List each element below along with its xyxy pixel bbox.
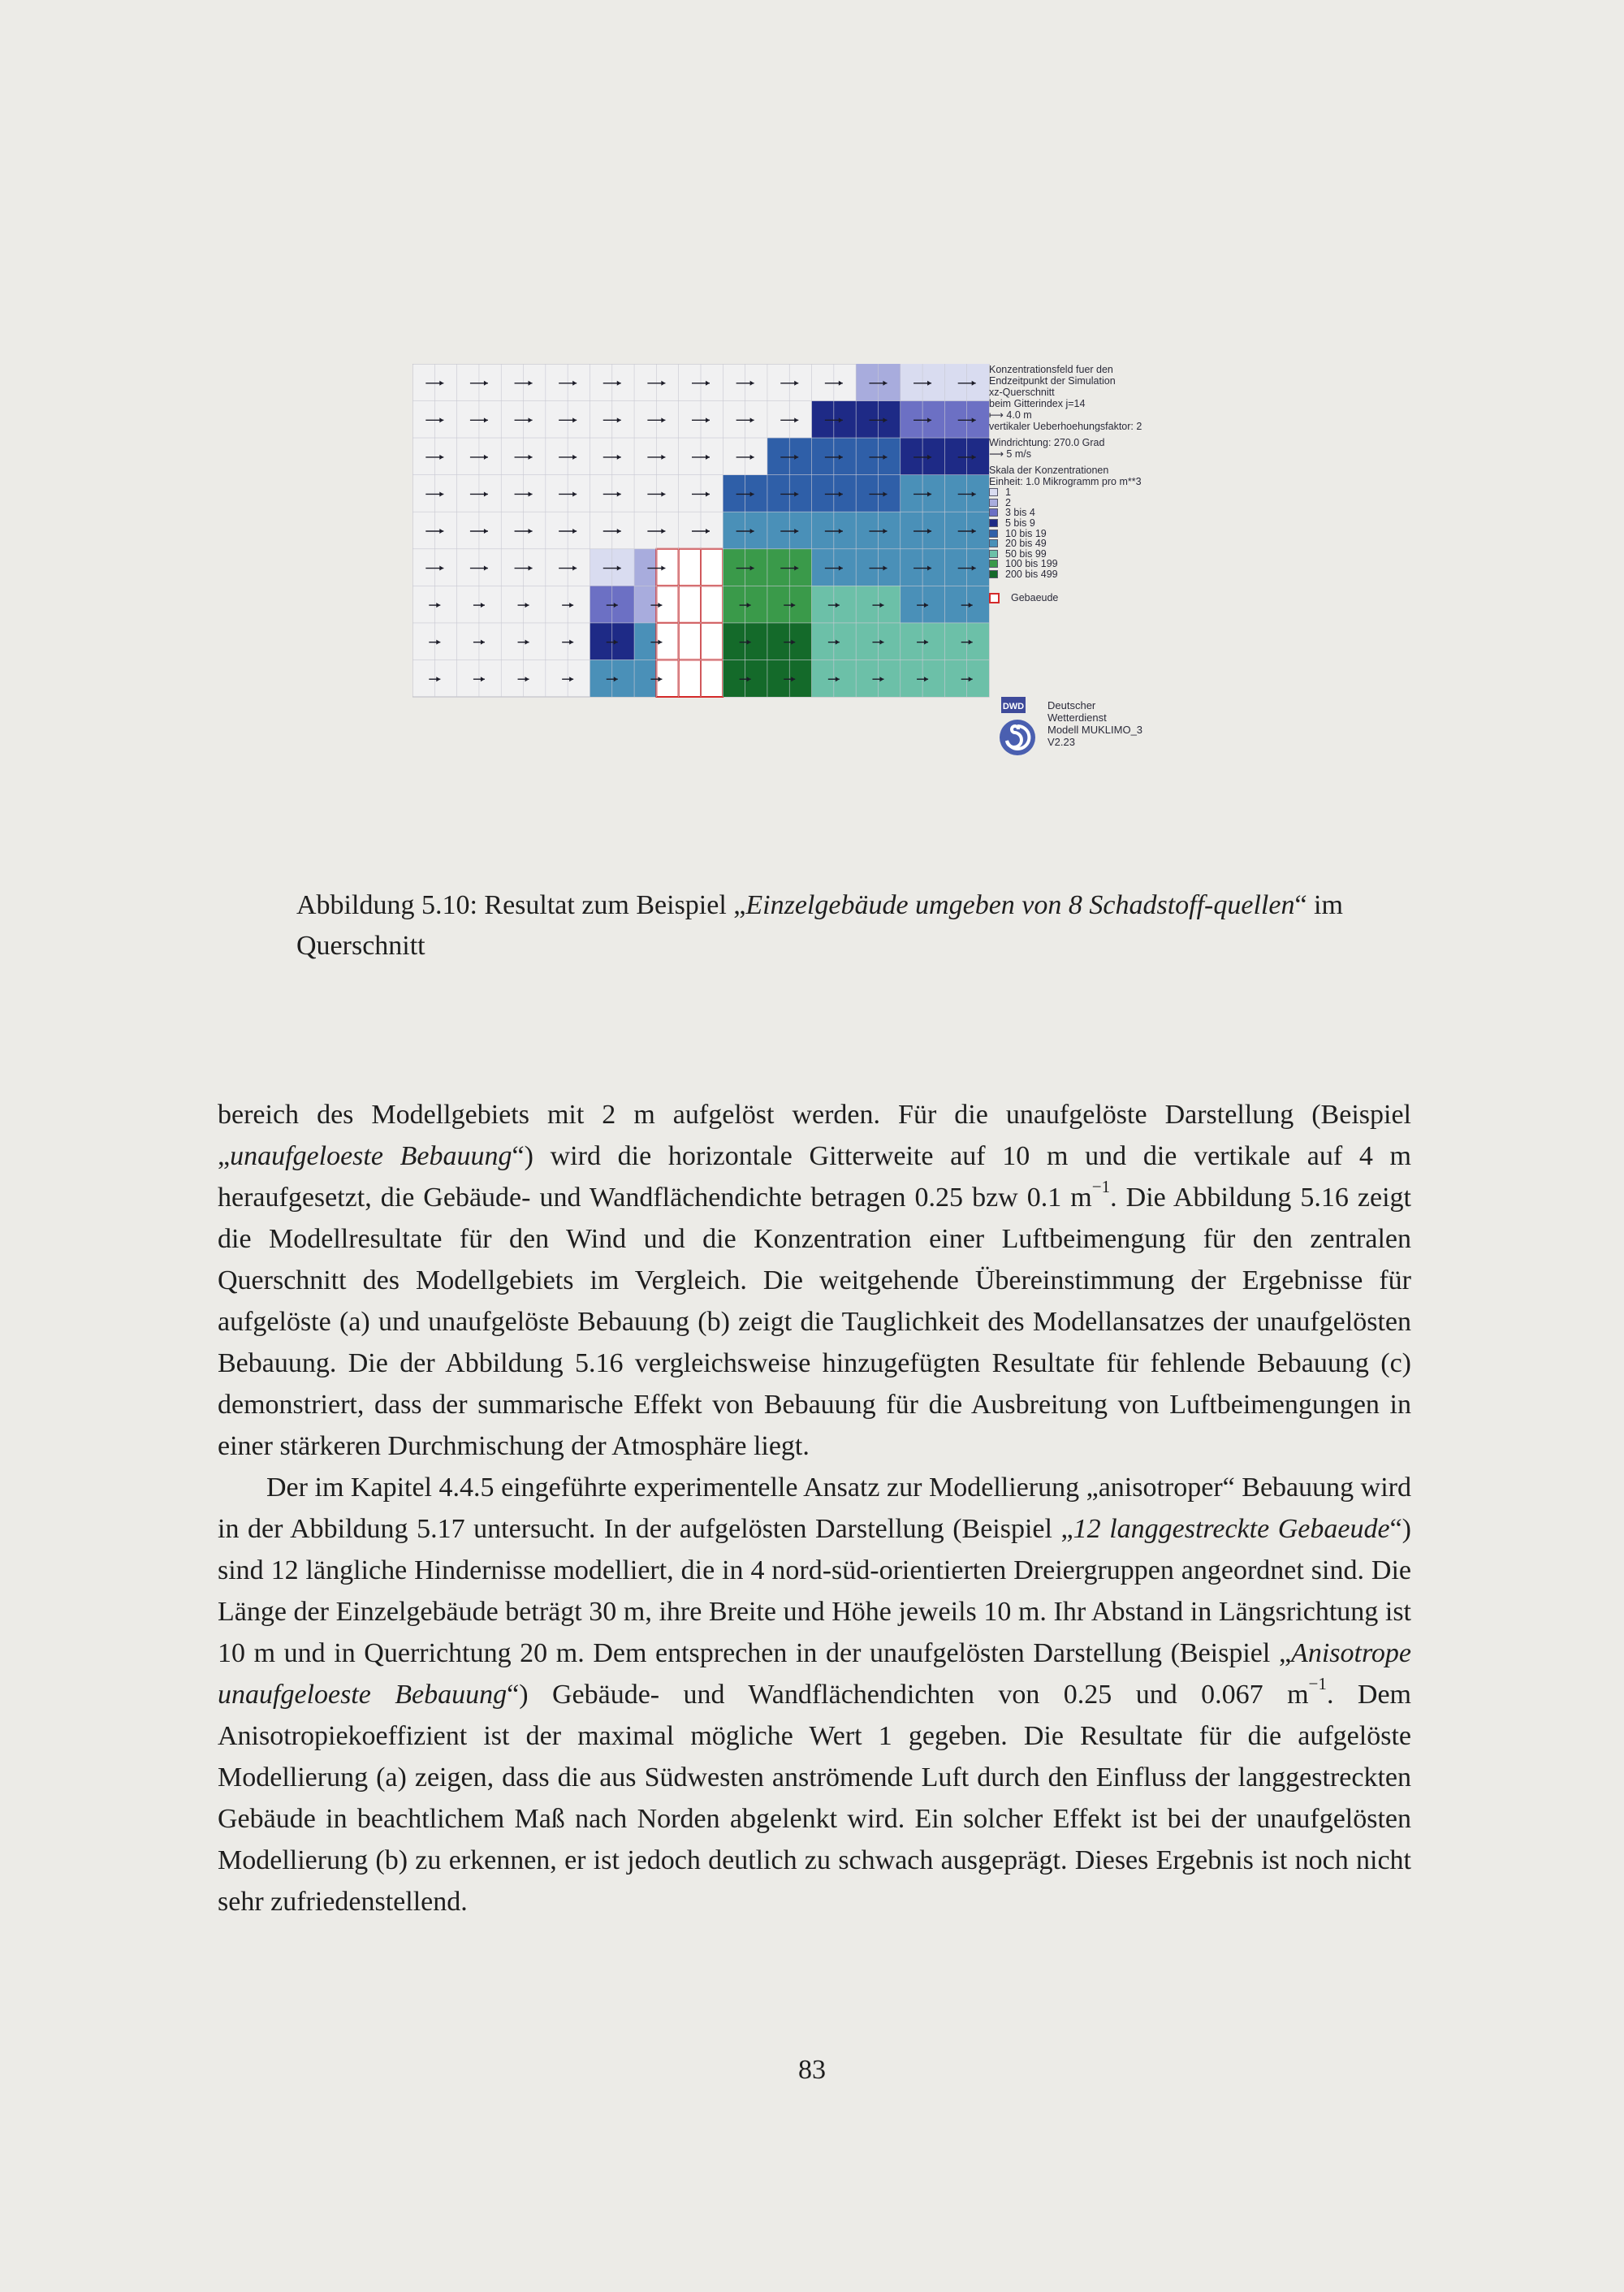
legend-title-2: Endzeitpunkt der Simulation xyxy=(989,375,1116,387)
concentration-cell xyxy=(590,586,611,623)
dwd-line-1: Deutscher xyxy=(1047,699,1096,711)
concentration-cell xyxy=(745,475,767,512)
concentration-cell xyxy=(856,401,878,439)
wind-arrow-icon: ⟶ xyxy=(989,448,1007,460)
concentration-cell xyxy=(634,549,656,586)
concentration-cell xyxy=(812,623,834,660)
concentration-cell xyxy=(922,512,944,549)
caption-prefix: Abbildung 5.10: Resultat zum Beispiel „ xyxy=(296,890,746,920)
scale-label: 1 xyxy=(1005,487,1011,499)
concentration-cell xyxy=(878,512,900,549)
concentration-cell xyxy=(590,659,611,697)
concentration-cell xyxy=(723,512,745,549)
concentration-cell xyxy=(723,475,745,512)
concentration-cell xyxy=(901,659,922,697)
concentration-cell xyxy=(878,438,900,475)
dwd-line-3: Modell MUKLIMO_3 xyxy=(1047,724,1143,736)
scale-swatch-icon xyxy=(989,519,998,527)
building-cell xyxy=(679,659,701,697)
concentration-cell xyxy=(967,475,989,512)
dwd-logo-icon xyxy=(996,695,1042,760)
concentration-cell xyxy=(878,364,900,401)
p2-text-1: Der im Kapitel 4.4.5 eingeführte experimentelle Ansatz zur Modellierung „anisotroper“ Bebauung wird in der Abbildung 5.17 untersucht. In der aufgelösten Darstellung (Beispiel „ xyxy=(218,1473,1411,1544)
page-number: 83 xyxy=(798,2055,826,2085)
concentration-field-plot xyxy=(412,364,997,698)
scale-label: 2 xyxy=(1005,496,1011,508)
building-cell xyxy=(701,549,723,586)
concentration-cell xyxy=(634,623,656,660)
legend-title-1: Konzentrationsfeld fuer den xyxy=(989,364,1113,375)
concentration-cell xyxy=(856,364,878,401)
dwd-credit xyxy=(996,695,1256,760)
concentration-cell xyxy=(723,549,745,586)
wind-speed: 5 m/s xyxy=(1006,448,1031,460)
legend-wind-direction: Windrichtung: 270.0 Grad xyxy=(989,437,1105,448)
concentration-cell xyxy=(812,475,834,512)
concentration-cell xyxy=(856,475,878,512)
concentration-cell xyxy=(812,586,834,623)
building-cell xyxy=(656,549,678,586)
p1-superscript: −1 xyxy=(1091,1177,1111,1197)
building-cell xyxy=(701,659,723,697)
concentration-cell xyxy=(812,659,834,697)
building-legend-item xyxy=(989,592,1249,603)
concentration-cell xyxy=(745,549,767,586)
scale-swatch-icon xyxy=(989,508,998,517)
concentration-cell xyxy=(878,475,900,512)
building-cell xyxy=(679,586,701,623)
concentration-cell xyxy=(944,438,966,475)
scale-item xyxy=(989,569,1249,580)
concentration-cell xyxy=(944,659,966,697)
p2-italic-2: Anisotrope unaufgeloeste Bebauung xyxy=(218,1638,1411,1710)
dwd-logo-mark: DWD xyxy=(1002,702,1025,711)
concentration-cell xyxy=(901,586,922,623)
concentration-cell xyxy=(812,549,834,586)
concentration-cell xyxy=(967,438,989,475)
p1-text-3: . Die Abbildung 5.16 zeigt die Modellresultate für den Wind und die Konzentration einer Luftbeimengung für den zentralen Querschnitt des Modellgebiets im Vergleich. Die weitgehende Übereinstimmung der Ergebnisse für aufgelöste (a) und unaufgelöste Bebauung (b) zeigt die Tauglichkeit des Modellansatzes der unaufgelösten Bebauung. Die der Abbildung 5.16 vergleichsweise hinzugefügten Resultate für fehlende Bebauung (c) demonstriert, dass der summarische Effekt von Bebauung für die Ausbreitung von Luftbeimengungen in einer stärkeren Durchmischung der Atmosphäre liegt. xyxy=(218,1183,1411,1461)
concentration-cell xyxy=(723,623,745,660)
concentration-cell xyxy=(944,475,966,512)
concentration-cell xyxy=(878,401,900,439)
concentration-cell xyxy=(612,549,634,586)
legend-unit: Einheit: 1.0 Mikrogramm pro m**3 xyxy=(989,476,1142,487)
concentration-cell xyxy=(590,549,611,586)
scale-label: 100 bis 199 xyxy=(1005,558,1058,570)
dwd-line-2: Wetterdienst xyxy=(1047,711,1107,724)
legend-title-3: xz-Querschnitt xyxy=(989,387,1055,398)
concentration-cell xyxy=(878,549,900,586)
p2-text-3: “) Gebäude- und Wandflächendichten von 0.25 und 0.067 m xyxy=(507,1680,1309,1710)
concentration-cell xyxy=(922,475,944,512)
building-cell xyxy=(679,549,701,586)
concentration-cell xyxy=(767,438,789,475)
legend-scale-title: Skala der Konzentrationen xyxy=(989,465,1109,476)
p1-text-1: bereich des Modellgebiets mit 2 m aufgelöst werden. Für die unaufgelöste Darstellung (Beispiel „ xyxy=(218,1100,1411,1171)
concentration-cell xyxy=(944,586,966,623)
concentration-cell xyxy=(745,512,767,549)
concentration-cell xyxy=(812,438,834,475)
scale-item xyxy=(989,498,1249,508)
concentration-cell xyxy=(944,549,966,586)
concentration-cell xyxy=(590,623,611,660)
scale-swatch-icon xyxy=(989,560,998,568)
dwd-line-4: V2.23 xyxy=(1047,736,1075,748)
concentration-cell xyxy=(834,401,856,439)
caption-title: Einzelgebäude umgeben von 8 Schadstoff-quellen xyxy=(745,890,1295,920)
caption-suffix: “ im Querschnitt xyxy=(296,890,1343,961)
scale-item xyxy=(989,528,1249,538)
concentration-cell xyxy=(789,512,811,549)
concentration-cell xyxy=(767,549,789,586)
concentration-cell xyxy=(834,549,856,586)
concentration-figure xyxy=(412,364,997,698)
scale-item xyxy=(989,559,1249,569)
concentration-cell xyxy=(723,659,745,697)
concentration-cell xyxy=(856,512,878,549)
p1-italic-1: unaufgeloeste Bebauung xyxy=(230,1141,512,1171)
scale-item xyxy=(989,538,1249,549)
concentration-cell xyxy=(901,623,922,660)
scale-item xyxy=(989,518,1249,529)
p1-text-2: “) wird die horizontale Gitterweite auf 10 m und die vertikale auf 4 m heraufgesetzt, die Gebäude- und Wandflächendichte betragen 0.25 bzw 0.1 m xyxy=(218,1141,1411,1213)
concentration-cell xyxy=(723,586,745,623)
scale-label: 3 bis 4 xyxy=(1005,507,1035,519)
scale-label: 200 bis 499 xyxy=(1005,569,1058,581)
concentration-cell xyxy=(901,364,922,401)
scale-swatch-icon xyxy=(989,539,998,547)
building-cell xyxy=(701,586,723,623)
p2-superscript: −1 xyxy=(1308,1674,1327,1694)
paragraph-2 xyxy=(218,1467,1411,1922)
scale-label: 20 bis 49 xyxy=(1005,538,1047,550)
scale-swatch-icon xyxy=(989,570,998,578)
concentration-cell xyxy=(901,401,922,439)
concentration-cell xyxy=(789,438,811,475)
legend-title-4: beim Gitterindex j=14 xyxy=(989,398,1086,409)
building-label: Gebaeude xyxy=(1011,592,1059,604)
concentration-cell xyxy=(901,512,922,549)
scale-swatch-icon xyxy=(989,488,998,496)
concentration-cell xyxy=(901,475,922,512)
scale-bar-icon: ⟼ xyxy=(989,409,1007,421)
scale-label: 5 bis 9 xyxy=(1005,517,1035,530)
scale-item xyxy=(989,549,1249,560)
figure-legend xyxy=(989,364,1249,603)
concentration-cell xyxy=(634,586,656,623)
concentration-cell xyxy=(856,586,878,623)
concentration-cell xyxy=(967,364,989,401)
concentration-cell xyxy=(944,512,966,549)
concentration-cell xyxy=(834,512,856,549)
concentration-cell xyxy=(856,549,878,586)
concentration-cell xyxy=(767,586,789,623)
scale-length-row xyxy=(989,409,1249,421)
concentration-cell xyxy=(967,401,989,439)
building-cell xyxy=(679,623,701,660)
p2-text-4: . Dem Anisotropiekoeffizient ist der maximal mögliche Wert 1 gegeben. Die Resultate für die aufgelöste Modellierung (a) zeigen, dass die aus Südwesten anströmende Luft durch den Einfluss der langgestreckten Gebäude in beachtlichem Maß nach Norden abgelenkt wird. Ein solcher Effekt ist bei der unaufgelösten Modellierung (b) zu erkennen, er ist jedoch deutlich zu schwach ausgeprägt. Dieses Ergebnis ist noch nicht sehr zufriedenstellend. xyxy=(218,1680,1412,1917)
concentration-cell xyxy=(812,401,834,439)
concentration-cell xyxy=(922,401,944,439)
concentration-cell xyxy=(767,623,789,660)
concentration-cell xyxy=(834,438,856,475)
concentration-cell xyxy=(767,512,789,549)
concentration-cell xyxy=(901,549,922,586)
concentration-cell xyxy=(856,623,878,660)
figure-caption xyxy=(296,885,1344,967)
wind-speed-row xyxy=(989,448,1249,460)
building-cell xyxy=(701,623,723,660)
concentration-cell xyxy=(834,475,856,512)
scale-swatch-icon xyxy=(989,550,998,558)
body-text xyxy=(218,1094,1411,1922)
scale-item xyxy=(989,508,1249,518)
concentration-cell xyxy=(922,364,944,401)
scale-length: 4.0 m xyxy=(1006,409,1032,421)
concentration-cell xyxy=(922,438,944,475)
concentration-cell xyxy=(901,438,922,475)
concentration-cell xyxy=(944,401,966,439)
concentration-cell xyxy=(767,659,789,697)
concentration-cell xyxy=(789,475,811,512)
concentration-cell xyxy=(856,438,878,475)
concentration-cell xyxy=(856,659,878,697)
concentration-cell xyxy=(767,475,789,512)
scale-label: 10 bis 19 xyxy=(1005,527,1047,539)
scale-swatch-icon xyxy=(989,530,998,538)
dwd-text xyxy=(1047,699,1142,748)
concentration-cell xyxy=(922,549,944,586)
concentration-cell xyxy=(812,512,834,549)
concentration-cell xyxy=(944,623,966,660)
scale-label: 50 bis 99 xyxy=(1005,547,1047,560)
concentration-scale-list xyxy=(989,487,1249,579)
scale-item xyxy=(989,487,1249,498)
concentration-cell xyxy=(634,659,656,697)
building-swatch-icon xyxy=(989,593,1000,603)
p2-text-2: “) sind 12 längliche Hindernisse modelliert, die in 4 nord-süd-orientierten Dreiergruppen angeordnet sind. Die Länge der Einzelgebäude beträgt 30 m, ihre Breite und Höhe jeweils 10 m. Ihr Abstand in Längsrichtung ist 10 m und in Querrichtung 20 m. Dem entsprechen in der unaufgelösten Darstellung (Beispiel „ xyxy=(218,1514,1411,1668)
scale-swatch-icon xyxy=(989,499,998,507)
concentration-cell xyxy=(789,549,811,586)
concentration-cell xyxy=(967,549,989,586)
concentration-cell xyxy=(967,512,989,549)
paragraph-1 xyxy=(218,1094,1411,1467)
legend-exaggeration: vertikaler Ueberhoehungsfaktor: 2 xyxy=(989,421,1142,432)
concentration-cell xyxy=(944,364,966,401)
p2-italic-1: 12 langgestreckte Gebaeude xyxy=(1073,1514,1390,1544)
